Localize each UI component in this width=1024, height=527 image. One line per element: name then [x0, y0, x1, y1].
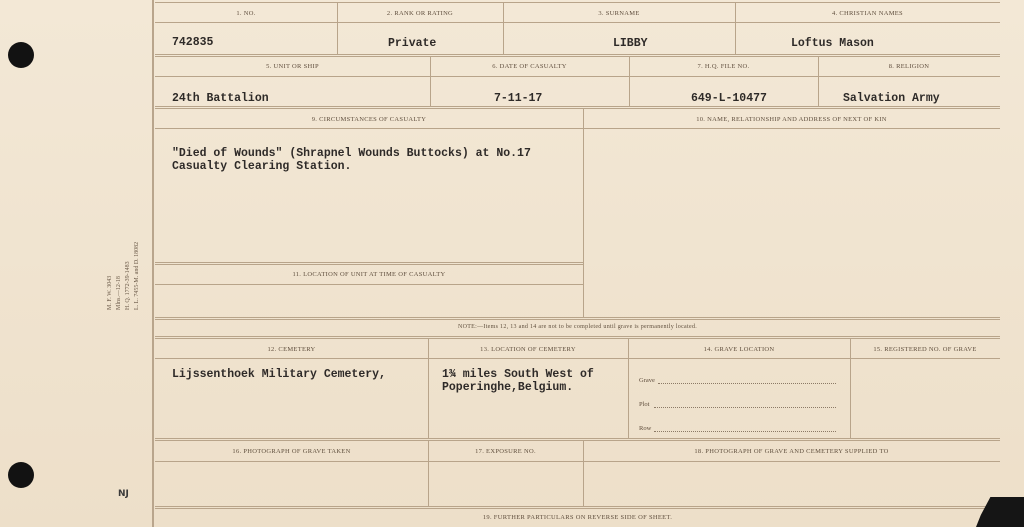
header-location-of-unit: 11. LOCATION OF UNIT AT TIME OF CASUALTY [292, 271, 446, 278]
religion-value: Salvation Army [843, 92, 940, 105]
rule [155, 106, 1000, 109]
christian-names-value: Loftus Mason [791, 37, 874, 50]
rule [850, 338, 851, 438]
header-unit: 5. UNIT OR SHIP [266, 63, 319, 70]
form-print-code [106, 220, 152, 310]
rule [155, 506, 1000, 509]
grave-label: Grave [639, 377, 655, 384]
left-margin [0, 0, 154, 527]
plot-dotted-line [654, 407, 836, 408]
header-grave-location: 14. GRAVE LOCATION [703, 346, 775, 353]
cemetery-value: Lijssenthoek Military Cemetery, [172, 368, 386, 381]
torn-corner [976, 497, 1024, 527]
rule [628, 338, 629, 438]
header-cemetery: 12. CEMETERY [267, 346, 316, 353]
header-religion: 8. RELIGION [888, 63, 930, 70]
footer-note: 19. FURTHER PARTICULARS ON REVERSE SIDE OF SHEET. [482, 514, 673, 521]
rank-value: Private [388, 37, 437, 50]
unit-value: 24th Battalion [172, 92, 269, 105]
grave-dotted-line [658, 383, 836, 384]
header-surname: 3. SURNAME [598, 10, 640, 17]
header-number: 1. NO. [236, 10, 256, 17]
rule [155, 128, 1000, 129]
surname-value: LIBBY [613, 37, 648, 50]
note-text: NOTE:—Items 12, 13 and 14 are not to be completed until grave is permanently located. [457, 324, 698, 330]
header-rank: 2. RANK OR RATING [386, 10, 454, 17]
rule [155, 438, 1000, 441]
header-registered-no: 15. REGISTERED NO. OF GRAVE [873, 346, 977, 353]
circumstances-text: "Died of Wounds" (Shrapnel Wounds Buttocks) at No.17 Casualty Clearing Station. [172, 147, 531, 173]
service-number: 742835 [172, 36, 214, 49]
header-christian-names: 4. CHRISTIAN NAMES [832, 10, 903, 17]
header-photograph-taken: 16. PHOTOGRAPH OF GRAVE TAKEN [232, 448, 351, 455]
header-next-of-kin: 10. NAME, RELATIONSHIP AND ADDRESS OF NEXT OF KIN [696, 116, 887, 123]
rule [155, 358, 1000, 359]
print-code-line: Mlns.—12-18 [116, 276, 122, 310]
rule [428, 338, 429, 438]
cemetery-location-value: 1¾ miles South West of Poperinghe,Belgium. [442, 368, 594, 394]
rule [155, 284, 583, 285]
rule [155, 461, 1000, 462]
row-label: Row [639, 425, 652, 432]
hq-file-value: 649-L-10477 [691, 92, 767, 105]
rule [583, 108, 584, 317]
rule [155, 22, 1000, 23]
header-circumstances: 9. CIRCUMSTANCES OF CASUALTY [311, 116, 427, 123]
rule [155, 262, 583, 265]
print-code-line: M. F. W. 3043 [107, 275, 113, 310]
row-dotted-line [654, 431, 836, 432]
header-hq-file: 7. H.Q. FILE NO. [697, 63, 750, 70]
print-code-line: L. L. 7455-M. and D. 18082 [134, 241, 140, 310]
rule [155, 336, 1000, 339]
clerk-initials: NJ [118, 489, 129, 499]
date-value: 7-11-17 [494, 92, 543, 105]
plot-label: Plot [639, 401, 650, 408]
punch-hole-bottom [8, 462, 34, 488]
header-exposure-no: 17. EXPOSURE NO. [475, 448, 536, 455]
header-photograph-supplied: 18. PHOTOGRAPH OF GRAVE AND CEMETERY SUPPLIED TO [694, 448, 889, 455]
punch-hole-top [8, 42, 34, 68]
header-location-of-cemetery: 13. LOCATION OF CEMETERY [480, 346, 576, 353]
rule [155, 317, 1000, 320]
rule [155, 54, 1000, 57]
rule [155, 76, 1000, 77]
rule [155, 2, 1000, 3]
header-date: 6. DATE OF CASUALTY [492, 63, 567, 70]
print-code-line: H. Q. 1772-39-1483 [125, 261, 131, 310]
